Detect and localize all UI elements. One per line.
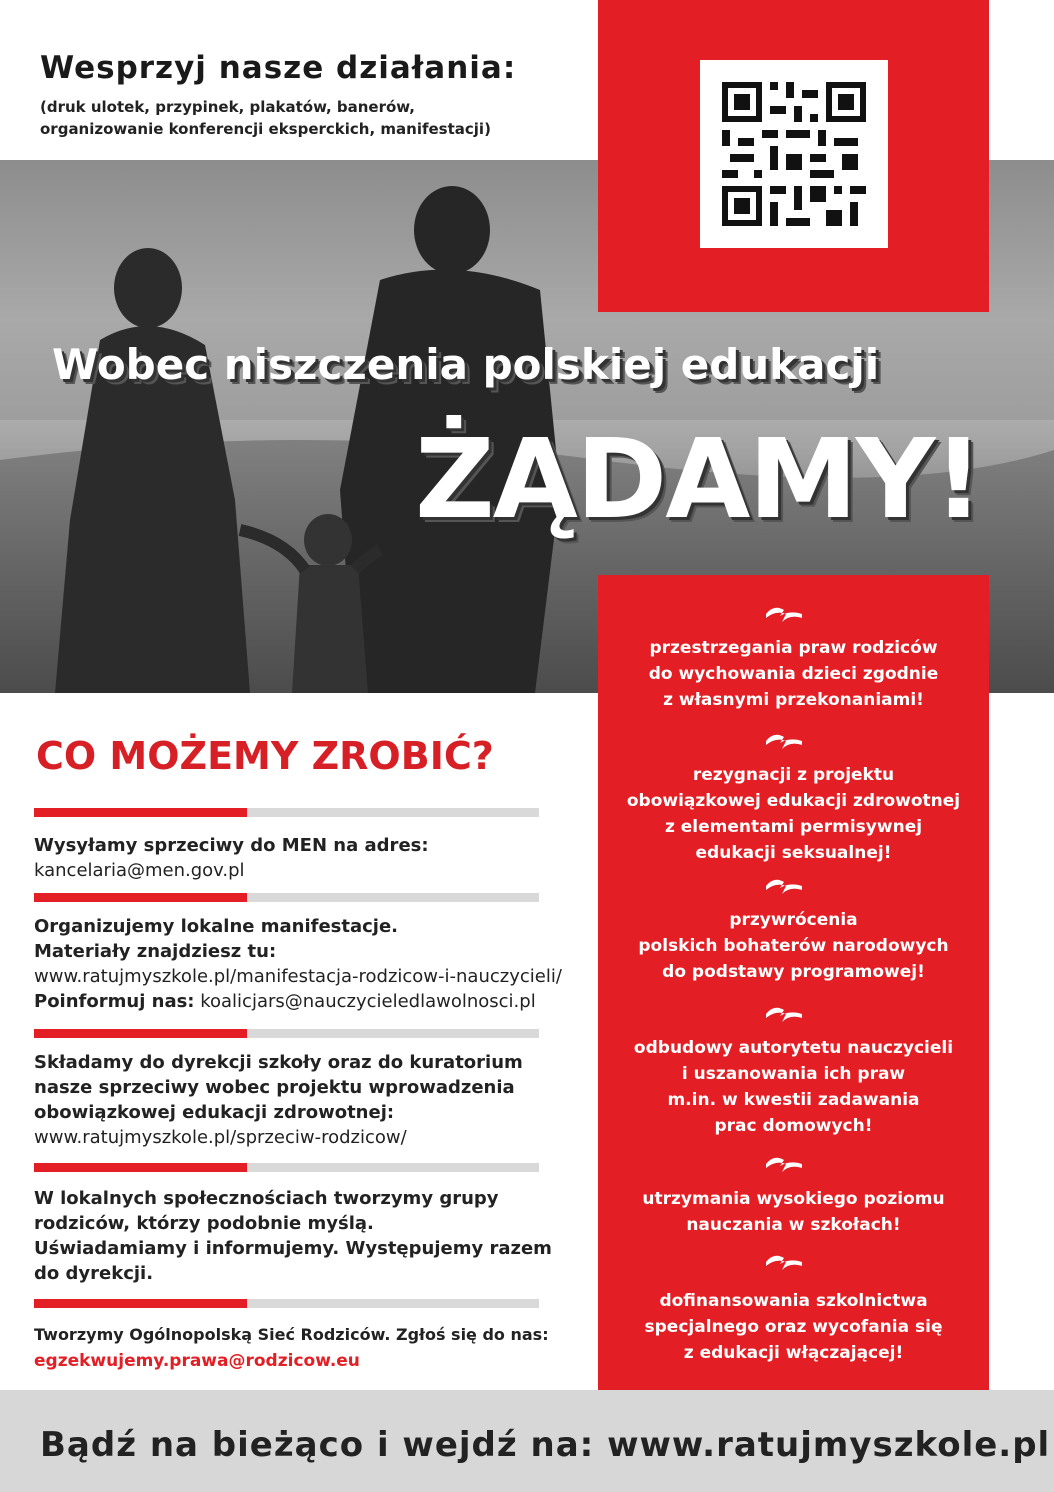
- demand-6-line-3: z edukacji włączającej!: [683, 1343, 904, 1363]
- network-email-link[interactable]: egzekwujemy.prawa@rodzicow.eu: [34, 1351, 360, 1371]
- support-subtitle: [40, 96, 491, 140]
- headline: Wobec niszczenia polskiej edukacji: [52, 340, 880, 389]
- demand-2: [598, 762, 989, 866]
- divider: [34, 1163, 539, 1172]
- flag-icon: [764, 602, 804, 624]
- flag-icon: [764, 874, 804, 896]
- demand-5-line-1: utrzymania wysokiego poziomu: [642, 1189, 945, 1209]
- inform-email-link[interactable]: koalicjars@nauczycieledlawolnosci.pl: [200, 991, 536, 1012]
- men-email-link[interactable]: kancelaria@men.gov.pl: [34, 860, 245, 881]
- grp-line-4: do dyrekcji.: [34, 1263, 154, 1284]
- demand-2-line-4: edukacji seksualnej!: [695, 843, 892, 863]
- demand-1-line-1: przestrzegania praw rodziców: [649, 638, 938, 658]
- network-label: Tworzymy Ogólnopolską Sieć Rodziców. Zgłoś się do nas:: [34, 1325, 549, 1344]
- grp-line-1: W lokalnych społecznościach tworzymy grupy: [34, 1188, 499, 1209]
- support-line-2: organizowanie konferencji eksperckich, manifestacji): [40, 120, 491, 138]
- divider: [34, 808, 539, 817]
- demand-1-line-3: z własnymi przekonaniami!: [663, 690, 924, 710]
- men-label: Wysyłamy sprzeciwy do MEN na adres:: [34, 835, 429, 856]
- kur-url-link[interactable]: www.ratujmyszkole.pl/sprzeciw-rodzicow/: [34, 1127, 407, 1148]
- support-line-1: (druk ulotek, przypinek, plakatów, banerów,: [40, 98, 415, 116]
- support-title: Wesprzyj nasze działania:: [40, 50, 517, 86]
- demand-4-line-4: prac domowych!: [714, 1116, 873, 1136]
- action-groups: [34, 1186, 594, 1286]
- divider: [34, 1029, 539, 1038]
- kur-line-3: obowiązkowej edukacji zdrowotnej:: [34, 1102, 395, 1123]
- grp-line-2: rodziców, którzy podobnie myślą.: [34, 1213, 374, 1234]
- divider: [34, 1299, 539, 1308]
- demand-4-line-2: i uszanowania ich praw: [681, 1064, 906, 1084]
- co-mozemy-title: CO MOŻEMY ZROBIĆ?: [36, 734, 494, 778]
- kur-line-2: nasze sprzeciwy wobec projektu wprowadzenia: [34, 1077, 515, 1098]
- demand-4: [598, 1035, 989, 1139]
- action-men: [34, 833, 594, 883]
- action-manifestations: [34, 914, 594, 1014]
- flag-icon: [764, 729, 804, 751]
- demand-1-line-2: do wychowania dzieci zgodnie: [648, 664, 939, 684]
- manif-label-1: Organizujemy lokalne manifestacje.: [34, 916, 399, 937]
- manif-label-2: Materiały znajdziesz tu:: [34, 941, 277, 962]
- demand-6-line-1: dofinansowania szkolnictwa: [659, 1291, 928, 1311]
- flag-icon: [764, 1002, 804, 1024]
- demand-heading: ŻĄDAMY!: [415, 415, 982, 543]
- inform-label: Poinformuj nas:: [34, 991, 195, 1012]
- demand-6: [598, 1288, 989, 1366]
- demand-2-line-3: z elementami permisywnej: [664, 817, 923, 837]
- flag-icon: [764, 1152, 804, 1174]
- kur-line-1: Składamy do dyrekcji szkoły oraz do kuratorium: [34, 1052, 523, 1073]
- demand-3-line-2: polskich bohaterów narodowych: [638, 936, 949, 956]
- divider: [34, 893, 539, 902]
- manif-url-link[interactable]: www.ratujmyszkole.pl/manifestacja-rodzicow-i-nauczycieli/: [34, 966, 562, 987]
- demand-1: [598, 635, 989, 713]
- demand-6-line-2: specjalnego oraz wycofania się: [644, 1317, 943, 1337]
- demand-5-line-2: nauczania w szkołach!: [686, 1215, 901, 1235]
- action-network: [34, 1322, 594, 1374]
- demand-5: [598, 1186, 989, 1238]
- qr-code-icon[interactable]: [700, 60, 888, 248]
- demand-3: [598, 907, 989, 985]
- demand-2-line-2: obowiązkowej edukacji zdrowotnej: [626, 791, 961, 811]
- footer-website[interactable]: Bądź na bieżąco i wejdź na: www.ratujmyszkole.pl: [40, 1425, 1051, 1465]
- grp-line-3: Uświadamiamy i informujemy. Występujemy razem: [34, 1238, 552, 1259]
- action-kuratorium: [34, 1050, 594, 1150]
- demand-2-line-1: rezygnacji z projektu: [692, 765, 895, 785]
- demand-3-line-1: przywrócenia: [729, 910, 858, 930]
- demand-3-line-3: do podstawy programowej!: [662, 962, 925, 982]
- flag-icon: [764, 1250, 804, 1272]
- demand-4-line-1: odbudowy autorytetu nauczycieli: [633, 1038, 954, 1058]
- demand-4-line-3: m.in. w kwestii zadawania: [667, 1090, 920, 1110]
